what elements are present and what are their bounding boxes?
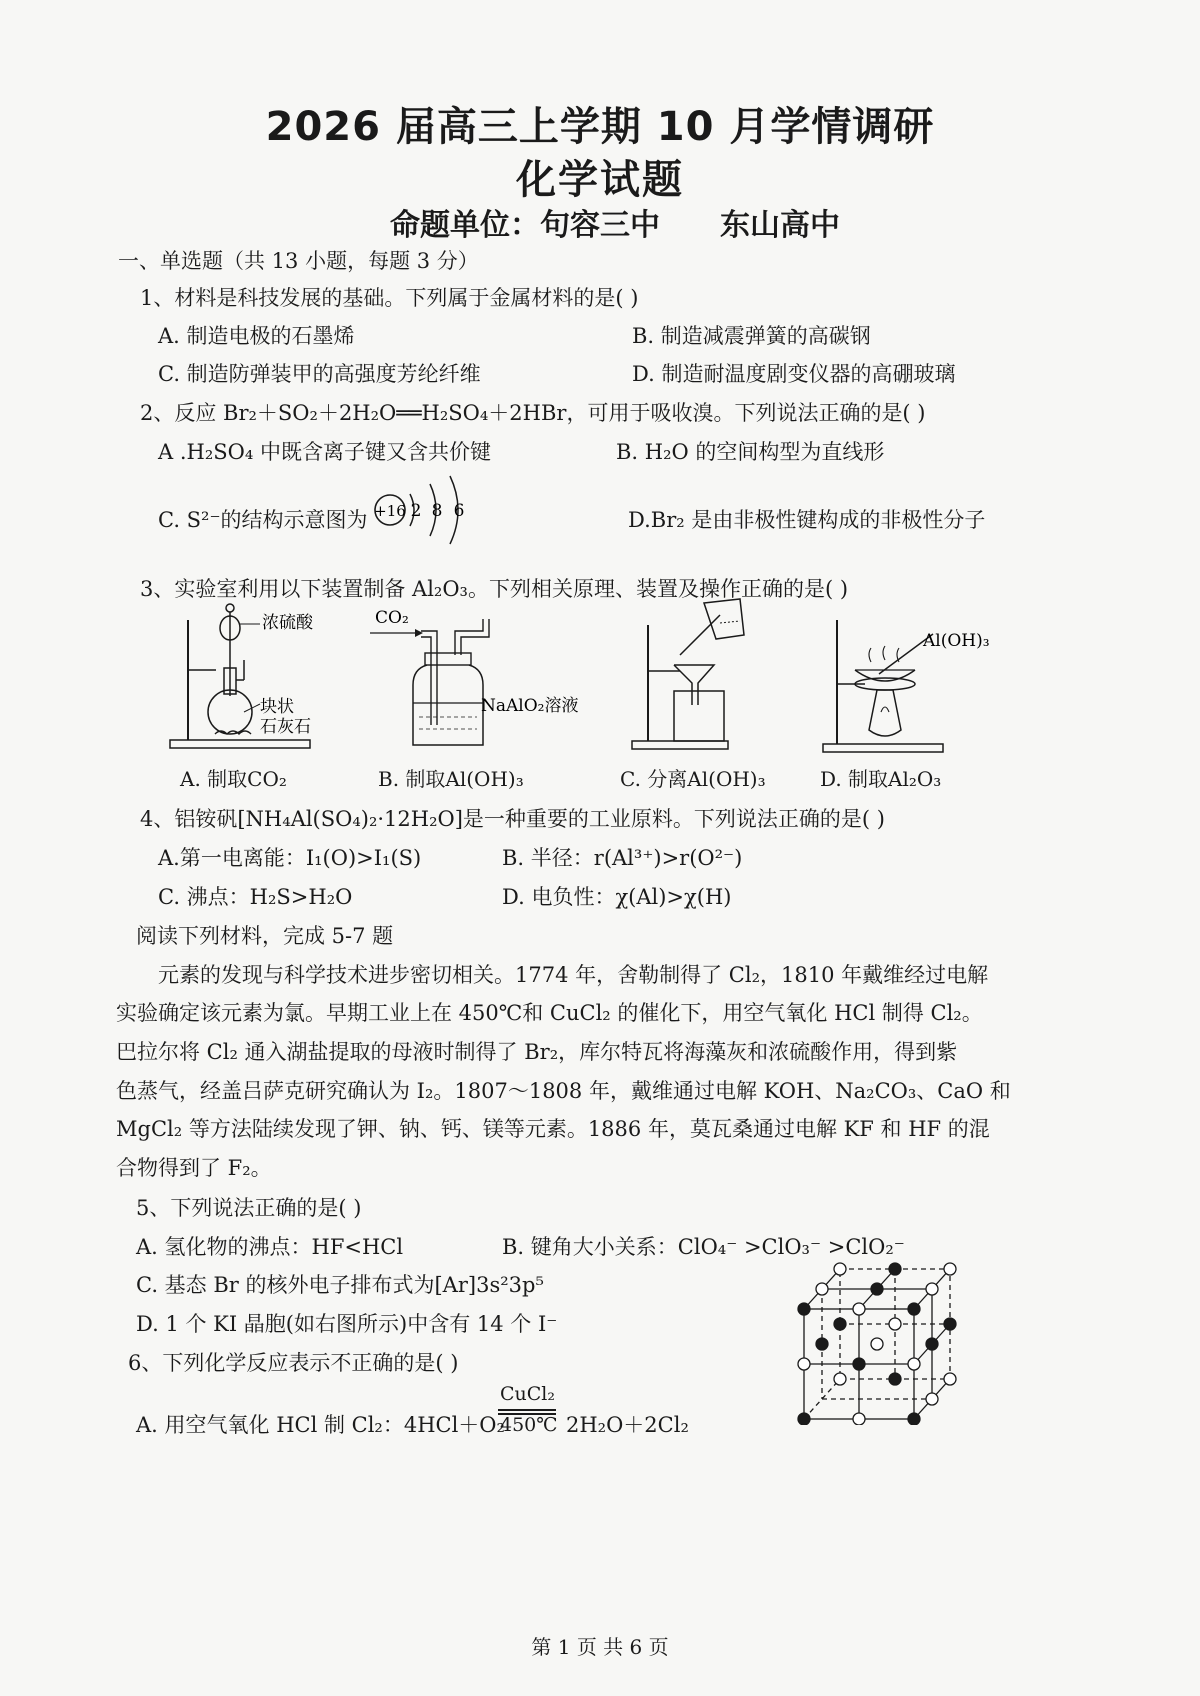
reading-line-1: 元素的发现与科学技术进步密切相关。1774 年，舍勒制得了 Cl₂，1810 年戴维经过电解 — [158, 963, 989, 987]
q4-stem: 4、铝铵矾[NH₄Al(SO₄)₂·12H₂O]是一种重要的工业原料。下列说法正确的是( ) — [140, 807, 885, 831]
shell-1: 2 — [410, 501, 422, 521]
reaction-temperature: 450℃ — [500, 1414, 558, 1436]
reading-line-5: MgCl₂ 等方法陆续发现了钾、钠、钙、镁等元素。1886 年，莫瓦桑通过电解 KF 和 HF 的混 — [116, 1117, 990, 1141]
caption-d: D. 制取Al₂O₃ — [820, 767, 942, 791]
q6-option-a-right: 2H₂O＋2Cl₂ — [566, 1413, 689, 1437]
reading-line-2: 实验确定该元素为氯。早期工业上在 450℃和 CuCl₂ 的催化下，用空气氧化 HCl 制得 Cl₂。 — [116, 1001, 983, 1025]
q4-option-d: D. 电负性：χ(Al)>χ(H) — [502, 885, 732, 909]
caption-b: B. 制取Al(OH)₃ — [378, 767, 524, 791]
setter-label: 命题单位：句容三中 — [390, 208, 660, 243]
label-lump: 块状 — [260, 697, 294, 717]
shell-3: 6 — [453, 501, 465, 521]
ki-unit-cell-diagram — [790, 1255, 970, 1425]
caption-c: C. 分离Al(OH)₃ — [620, 767, 766, 791]
sulfide-structure-diagram — [370, 470, 480, 550]
reading-line-6: 合物得到了 F₂。 — [116, 1156, 272, 1180]
reaction-catalyst: CuCl₂ — [500, 1383, 556, 1405]
section-heading: 一、单选题（共 13 小题，每题 3 分） — [118, 249, 479, 273]
label-conc-sulfuric-acid: 浓硫酸 — [262, 613, 313, 633]
nucleus-label: +16 — [374, 502, 406, 520]
q2-option-d: D.Br₂ 是由非极性键构成的非极性分子 — [628, 508, 986, 532]
reading-intro: 阅读下列材料，完成 5-7 题 — [136, 924, 394, 948]
q1-option-c: C. 制造防弹装甲的高强度芳纶纤维 — [158, 362, 481, 386]
q2-option-c: C. S²⁻的结构示意图为 — [158, 508, 368, 532]
setter-line — [390, 200, 840, 244]
page-footer: 第 1 页 共 6 页 — [531, 1635, 669, 1659]
label-aloh3: Al(OH)₃ — [923, 631, 990, 651]
label-limestone: 石灰石 — [260, 717, 311, 737]
apparatus-d-evaporating-dish — [815, 600, 995, 760]
apparatus-b-gas-washing-bottle — [365, 605, 595, 755]
reading-line-3: 巴拉尔将 Cl₂ 通入湖盐提取的母液时制得了 Br₂，库尔特瓦将海藻灰和浓硫酸作用，得到紫 — [116, 1040, 958, 1064]
shell-2: 8 — [431, 501, 443, 521]
q6-stem: 6、下列化学反应表示不正确的是( ) — [128, 1351, 459, 1375]
apparatus-c-filtration — [620, 595, 760, 755]
q5-option-d: D. 1 个 KI 晶胞(如右图所示)中含有 14 个 I⁻ — [136, 1312, 558, 1336]
q2-option-b: B. H₂O 的空间构型为直线形 — [616, 440, 885, 464]
q6-option-a-left: A. 用空气氧化 HCl 制 Cl₂：4HCl＋O₂ — [136, 1413, 505, 1437]
label-co2: CO₂ — [375, 608, 409, 628]
reading-line-4: 色蒸气，经盖吕萨克研究确认为 I₂。1807～1808 年，戴维通过电解 KOH、Na₂CO₃、CaO 和 — [116, 1079, 1011, 1103]
exam-title: 2026 届高三上学期 10 月学情调研 — [265, 104, 935, 150]
q1-option-b: B. 制造减震弹簧的高碳钢 — [632, 324, 871, 348]
q1-option-a: A. 制造电极的石墨烯 — [158, 324, 355, 348]
q4-option-a: A.第一电离能：I₁(O)>I₁(S) — [158, 846, 422, 870]
q5-option-c: C. 基态 Br 的核外电子排布式为[Ar]3s²3p⁵ — [136, 1273, 544, 1297]
setter-school-2: 东山高中 — [720, 208, 840, 243]
apparatus-a-co2-generator — [160, 600, 330, 760]
q5-option-b: B. 键角大小关系：ClO₄⁻ >ClO₃⁻ >ClO₂⁻ — [502, 1235, 905, 1259]
q2-option-a: A .H₂SO₄ 中既含离子键又含共价键 — [158, 440, 491, 464]
label-naalo2-solution: NaAlO₂溶液 — [481, 696, 579, 716]
q1-option-d: D. 制造耐温度剧变仪器的高硼玻璃 — [632, 362, 956, 386]
caption-a: A. 制取CO₂ — [180, 767, 287, 791]
subject-title: 化学试题 — [516, 157, 684, 203]
q5-option-a: A. 氢化物的沸点：HF<HCl — [136, 1235, 404, 1259]
q5-stem: 5、下列说法正确的是( ) — [136, 1196, 362, 1220]
q3-stem: 3、实验室利用以下装置制备 Al₂O₃。下列相关原理、装置及操作正确的是( ) — [140, 577, 849, 601]
q1-stem: 1、材料是科技发展的基础。下列属于金属材料的是( ) — [140, 286, 639, 310]
q4-option-c: C. 沸点：H₂S>H₂O — [158, 885, 353, 909]
q2-stem: 2、反应 Br₂＋SO₂＋2H₂O══H₂SO₄＋2HBr，可用于吸收溴。下列说法正确的是( ) — [140, 401, 926, 425]
reaction-arrow-line — [498, 1409, 556, 1411]
q4-option-b: B. 半径：r(Al³⁺)>r(O²⁻) — [502, 846, 743, 870]
